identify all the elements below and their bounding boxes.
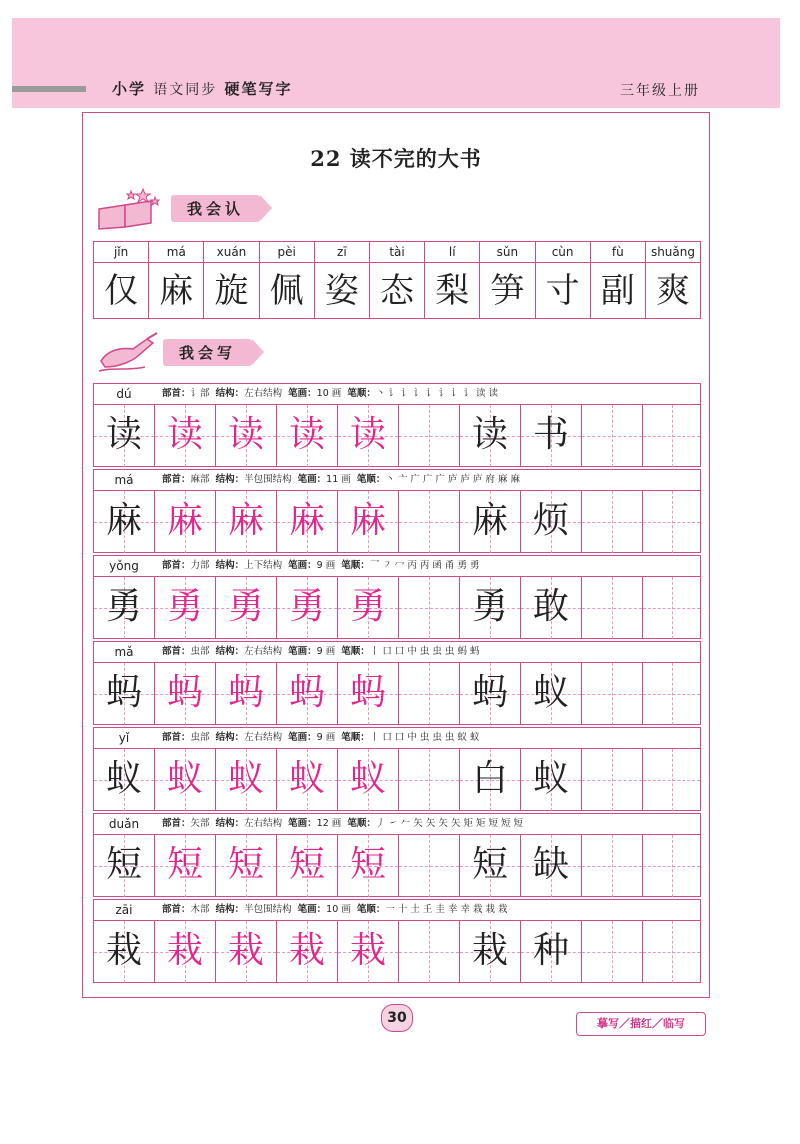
model-char-cell — [94, 491, 154, 553]
structure-value: 左右结构 — [244, 388, 283, 399]
radical-value: 木部 — [190, 904, 210, 915]
model-char-cell — [94, 921, 154, 983]
word-cell — [459, 663, 520, 725]
char-meta — [162, 642, 479, 662]
blank-cell[interactable] — [642, 835, 700, 897]
structure-label: 结构： — [215, 904, 245, 915]
series-part-b: 语文同步 — [153, 82, 218, 98]
recognize-cell — [94, 242, 148, 318]
open-book-icon — [93, 187, 163, 231]
stroke-order: 丶 亠 广 广 广 庐 庐 庐 府 麻 麻 — [385, 474, 521, 485]
character: 态 — [380, 271, 415, 311]
model-char-cell — [94, 749, 154, 811]
character: 佩 — [269, 271, 304, 311]
structure-label: 结构： — [215, 388, 245, 399]
word-cell — [459, 835, 520, 897]
order-label: 笔顺： — [347, 388, 376, 399]
word-cell — [520, 577, 581, 639]
model-char-cell — [94, 663, 154, 725]
trace-char: 读 — [349, 414, 386, 455]
character: 麻 — [159, 271, 194, 311]
word-cell — [459, 749, 520, 811]
char-info — [94, 384, 700, 405]
trace-char: 勇 — [349, 586, 386, 627]
trace-char: 蚂 — [288, 672, 325, 713]
trace-cell[interactable] — [337, 577, 398, 639]
radical-value: 虫部 — [190, 646, 210, 657]
trace-cell[interactable] — [215, 491, 276, 553]
blank-cell[interactable] — [581, 405, 642, 467]
word-char: 种 — [532, 930, 569, 971]
char-meta — [162, 470, 520, 490]
trace-char: 栽 — [288, 930, 325, 971]
char-info — [94, 814, 700, 835]
trace-char: 麻 — [166, 500, 203, 541]
pinyin: má — [114, 473, 134, 487]
recognize-cell — [203, 242, 258, 318]
word-char: 烦 — [532, 500, 569, 541]
blank-cell[interactable] — [642, 577, 700, 639]
pinyin: yǐ — [118, 731, 130, 745]
series-part-c: 硬笔写字 — [224, 80, 293, 98]
trace-char: 短 — [288, 844, 325, 885]
order-label: 笔顺： — [341, 646, 370, 657]
section-title-recognize: 我会认 — [171, 195, 260, 222]
trace-char: 短 — [349, 844, 386, 885]
character: 笋 — [490, 271, 525, 311]
blank-cell[interactable] — [581, 749, 642, 811]
radical-value: 力部 — [190, 560, 210, 571]
trace-cell[interactable] — [154, 577, 215, 639]
word-char: 麻 — [471, 500, 508, 541]
trace-cell[interactable] — [154, 835, 215, 897]
trace-cell[interactable] — [154, 749, 215, 811]
trace-char: 短 — [227, 844, 264, 885]
blank-cell[interactable] — [581, 663, 642, 725]
word-char: 短 — [471, 844, 508, 885]
trace-char: 读 — [166, 414, 203, 455]
strokes-label: 笔画： — [288, 732, 317, 743]
strokes-value: 11 画 — [326, 474, 351, 485]
strokes-value: 12 画 — [316, 818, 342, 829]
strokes-label: 笔画： — [288, 388, 317, 399]
char-meta — [162, 900, 508, 920]
recognize-cell — [148, 242, 203, 318]
writing-row — [93, 555, 701, 639]
strokes-value: 9 画 — [316, 560, 336, 571]
radical-label: 部首： — [162, 560, 191, 571]
trace-cell[interactable] — [276, 405, 337, 467]
trace-cell[interactable] — [154, 491, 215, 553]
trace-char: 栽 — [227, 930, 264, 971]
series-title — [112, 78, 293, 99]
char-meta — [162, 384, 498, 404]
pinyin: lí — [425, 242, 479, 263]
writing-row — [93, 641, 701, 725]
practice-grid — [94, 577, 700, 639]
blank-cell[interactable] — [398, 749, 459, 811]
trace-cell[interactable] — [215, 921, 276, 983]
pinyin: má — [149, 242, 203, 263]
trace-cell[interactable] — [337, 663, 398, 725]
strokes-value: 10 画 — [316, 388, 342, 399]
blank-cell[interactable] — [581, 577, 642, 639]
pinyin: tài — [370, 242, 424, 263]
model-char: 蚁 — [105, 758, 142, 799]
trace-cell[interactable] — [276, 577, 337, 639]
blank-cell[interactable] — [581, 491, 642, 553]
structure-value: 左右结构 — [244, 646, 283, 657]
stroke-order: 丿 ㇀ 𠂉 矢 矢 矢 矢 矩 矩 短 短 短 — [375, 818, 524, 829]
trace-cell[interactable] — [276, 749, 337, 811]
recognize-cell — [424, 242, 479, 318]
model-char-cell — [94, 405, 154, 467]
recognize-cell — [590, 242, 645, 318]
header-accent-bar — [12, 86, 86, 92]
trace-char: 勇 — [166, 586, 203, 627]
stroke-order: 一 十 土 𡈼 圭 幸 幸 栽 栽 栽 — [385, 904, 508, 915]
model-char: 勇 — [105, 586, 142, 627]
blank-cell[interactable] — [398, 835, 459, 897]
word-char: 蚁 — [532, 758, 569, 799]
pinyin: pèi — [260, 242, 314, 263]
strokes-label: 笔画： — [288, 646, 317, 657]
word-char: 白 — [471, 758, 508, 799]
blank-cell[interactable] — [398, 405, 459, 467]
radical-label: 部首： — [162, 646, 191, 657]
radical-value: 矢部 — [190, 818, 210, 829]
pinyin: sǔn — [480, 242, 534, 263]
blank-cell[interactable] — [642, 491, 700, 553]
stroke-order: 丶 讠 讠 讠 讠 讠 讠 讠 读 读 — [375, 388, 499, 399]
word-char: 敢 — [532, 586, 569, 627]
character: 爽 — [655, 271, 690, 311]
structure-value: 左右结构 — [244, 818, 283, 829]
pinyin: yǒng — [109, 559, 139, 573]
strokes-label: 笔画： — [288, 560, 317, 571]
structure-value: 左右结构 — [244, 732, 283, 743]
recognize-cell — [645, 242, 700, 318]
model-char: 短 — [105, 844, 142, 885]
trace-cell[interactable] — [276, 835, 337, 897]
structure-value: 上下结构 — [244, 560, 283, 571]
trace-cell[interactable] — [215, 749, 276, 811]
section-write — [93, 331, 393, 371]
char-info — [94, 556, 700, 577]
practice-grid — [94, 663, 700, 725]
word-cell — [520, 749, 581, 811]
trace-cell[interactable] — [337, 491, 398, 553]
order-label: 笔顺： — [356, 904, 386, 915]
practice-grid — [94, 921, 700, 983]
recognize-cell — [259, 242, 314, 318]
character: 仅 — [104, 271, 139, 311]
trace-char: 栽 — [349, 930, 386, 971]
practice-grid — [94, 405, 700, 467]
word-cell — [459, 491, 520, 553]
trace-cell[interactable] — [154, 921, 215, 983]
strokes-value: 9 画 — [316, 732, 336, 743]
trace-cell[interactable] — [337, 835, 398, 897]
radical-label: 部首： — [162, 818, 191, 829]
model-char-cell — [94, 577, 154, 639]
structure-label: 结构： — [215, 646, 245, 657]
trace-char: 短 — [166, 844, 203, 885]
char-info — [94, 900, 700, 921]
trace-char: 栽 — [166, 930, 203, 971]
word-cell — [520, 835, 581, 897]
strokes-label: 笔画： — [297, 904, 327, 915]
blank-cell[interactable] — [642, 663, 700, 725]
word-char: 蚂 — [471, 672, 508, 713]
trace-cell[interactable] — [154, 405, 215, 467]
order-label: 笔顺： — [356, 474, 386, 485]
blank-cell[interactable] — [642, 405, 700, 467]
pinyin: fù — [591, 242, 645, 263]
writing-legend: 摹写／描红／临写 — [576, 1012, 706, 1036]
pinyin: jǐn — [94, 242, 148, 263]
writing-row — [93, 469, 701, 553]
word-char: 读 — [471, 414, 508, 455]
trace-cell[interactable] — [337, 749, 398, 811]
radical-label: 部首： — [162, 388, 191, 399]
trace-char: 读 — [288, 414, 325, 455]
blank-cell[interactable] — [398, 577, 459, 639]
word-char: 蚁 — [532, 672, 569, 713]
word-cell — [459, 577, 520, 639]
trace-cell[interactable] — [337, 921, 398, 983]
trace-char: 蚁 — [349, 758, 386, 799]
writing-row — [93, 727, 701, 811]
blank-cell[interactable] — [398, 663, 459, 725]
blank-cell[interactable] — [581, 921, 642, 983]
trace-char: 麻 — [349, 500, 386, 541]
recognize-cell — [369, 242, 424, 318]
trace-char: 蚂 — [227, 672, 264, 713]
word-char: 勇 — [471, 586, 508, 627]
trace-cell[interactable] — [154, 663, 215, 725]
pinyin: zāi — [115, 903, 133, 917]
order-label: 笔顺： — [341, 560, 370, 571]
trace-cell[interactable] — [215, 835, 276, 897]
char-meta — [162, 814, 523, 834]
pinyin: cùn — [536, 242, 590, 263]
radical-label: 部首： — [162, 732, 191, 743]
strokes-value: 10 画 — [326, 904, 351, 915]
series-part-a: 小学 — [112, 80, 147, 98]
stroke-order: 丨 口 口 中 虫 虫 虫 蚂 蚂 — [369, 646, 480, 657]
structure-label: 结构： — [215, 732, 245, 743]
blank-cell[interactable] — [581, 835, 642, 897]
word-char: 书 — [532, 414, 569, 455]
pinyin: duǎn — [108, 817, 140, 831]
trace-char: 读 — [227, 414, 264, 455]
blank-cell[interactable] — [398, 921, 459, 983]
word-char: 缺 — [532, 844, 569, 885]
character: 副 — [600, 271, 635, 311]
word-cell — [459, 405, 520, 467]
structure-value: 半包围结构 — [244, 474, 292, 485]
word-cell — [520, 405, 581, 467]
radical-value: 虫部 — [190, 732, 210, 743]
model-char: 麻 — [105, 500, 142, 541]
practice-grid — [94, 491, 700, 553]
page-number: 30 — [381, 1004, 413, 1032]
blank-cell[interactable] — [642, 749, 700, 811]
trace-char: 麻 — [227, 500, 264, 541]
pen-hand-icon — [93, 331, 163, 375]
trace-cell[interactable] — [215, 663, 276, 725]
blank-cell[interactable] — [398, 491, 459, 553]
order-label: 笔顺： — [341, 732, 370, 743]
trace-char: 蚁 — [227, 758, 264, 799]
structure-label: 结构： — [215, 818, 245, 829]
trace-cell[interactable] — [337, 405, 398, 467]
trace-char: 勇 — [288, 586, 325, 627]
recognize-table — [93, 241, 701, 319]
char-info — [94, 728, 700, 749]
trace-cell[interactable] — [276, 921, 337, 983]
trace-cell[interactable] — [215, 577, 276, 639]
char-meta — [162, 556, 479, 576]
word-cell — [520, 491, 581, 553]
trace-char: 勇 — [227, 586, 264, 627]
model-char: 栽 — [105, 930, 142, 971]
pinyin: mǎ — [114, 645, 134, 659]
recognize-cell — [314, 242, 369, 318]
grade-label: 三年级上册 — [620, 83, 700, 99]
radical-value: 讠部 — [190, 388, 210, 399]
section-title-write: 我会写 — [163, 339, 252, 366]
trace-cell[interactable] — [276, 663, 337, 725]
word-char: 栽 — [471, 930, 508, 971]
char-meta — [162, 728, 479, 748]
order-label: 笔顺： — [347, 818, 376, 829]
character: 旋 — [214, 271, 249, 311]
writing-row — [93, 383, 701, 467]
strokes-value: 9 画 — [316, 646, 336, 657]
worksheet-frame — [82, 112, 710, 998]
radical-label: 部首： — [162, 474, 191, 485]
word-cell — [459, 921, 520, 983]
section-recognize — [93, 187, 393, 227]
trace-char: 蚂 — [349, 672, 386, 713]
char-info — [94, 642, 700, 663]
recognize-cell — [479, 242, 534, 318]
radical-label: 部首： — [162, 904, 191, 915]
pinyin: dú — [116, 387, 132, 401]
stroke-order: 丨 口 口 中 虫 虫 虫 蚁 蚁 — [369, 732, 480, 743]
word-cell — [520, 663, 581, 725]
structure-value: 半包围结构 — [244, 904, 292, 915]
character: 梨 — [435, 271, 470, 311]
pinyin: xuán — [204, 242, 258, 263]
practice-grid — [94, 749, 700, 811]
writing-row — [93, 899, 701, 983]
strokes-label: 笔画： — [297, 474, 327, 485]
trace-cell[interactable] — [276, 491, 337, 553]
character: 寸 — [545, 271, 580, 311]
trace-char: 蚂 — [166, 672, 203, 713]
char-info — [94, 470, 700, 491]
model-char: 读 — [105, 414, 142, 455]
model-char-cell — [94, 835, 154, 897]
structure-label: 结构： — [215, 474, 245, 485]
header-band — [12, 18, 780, 108]
recognize-cell — [535, 242, 590, 318]
strokes-label: 笔画： — [288, 818, 317, 829]
model-char: 蚂 — [105, 672, 142, 713]
stroke-order: 乛 ㇇ 冖 丙 丙 函 甬 勇 勇 — [369, 560, 480, 571]
trace-char: 麻 — [288, 500, 325, 541]
lesson-title: 22 读不完的大书 — [310, 146, 482, 171]
practice-grid — [94, 835, 700, 897]
word-cell — [520, 921, 581, 983]
trace-char: 蚁 — [166, 758, 203, 799]
pinyin: zī — [315, 242, 369, 263]
writing-row — [93, 813, 701, 897]
character: 姿 — [324, 271, 359, 311]
trace-char: 蚁 — [288, 758, 325, 799]
blank-cell[interactable] — [642, 921, 700, 983]
radical-value: 麻部 — [190, 474, 210, 485]
structure-label: 结构： — [215, 560, 245, 571]
trace-cell[interactable] — [215, 405, 276, 467]
pinyin: shuǎng — [646, 242, 700, 263]
